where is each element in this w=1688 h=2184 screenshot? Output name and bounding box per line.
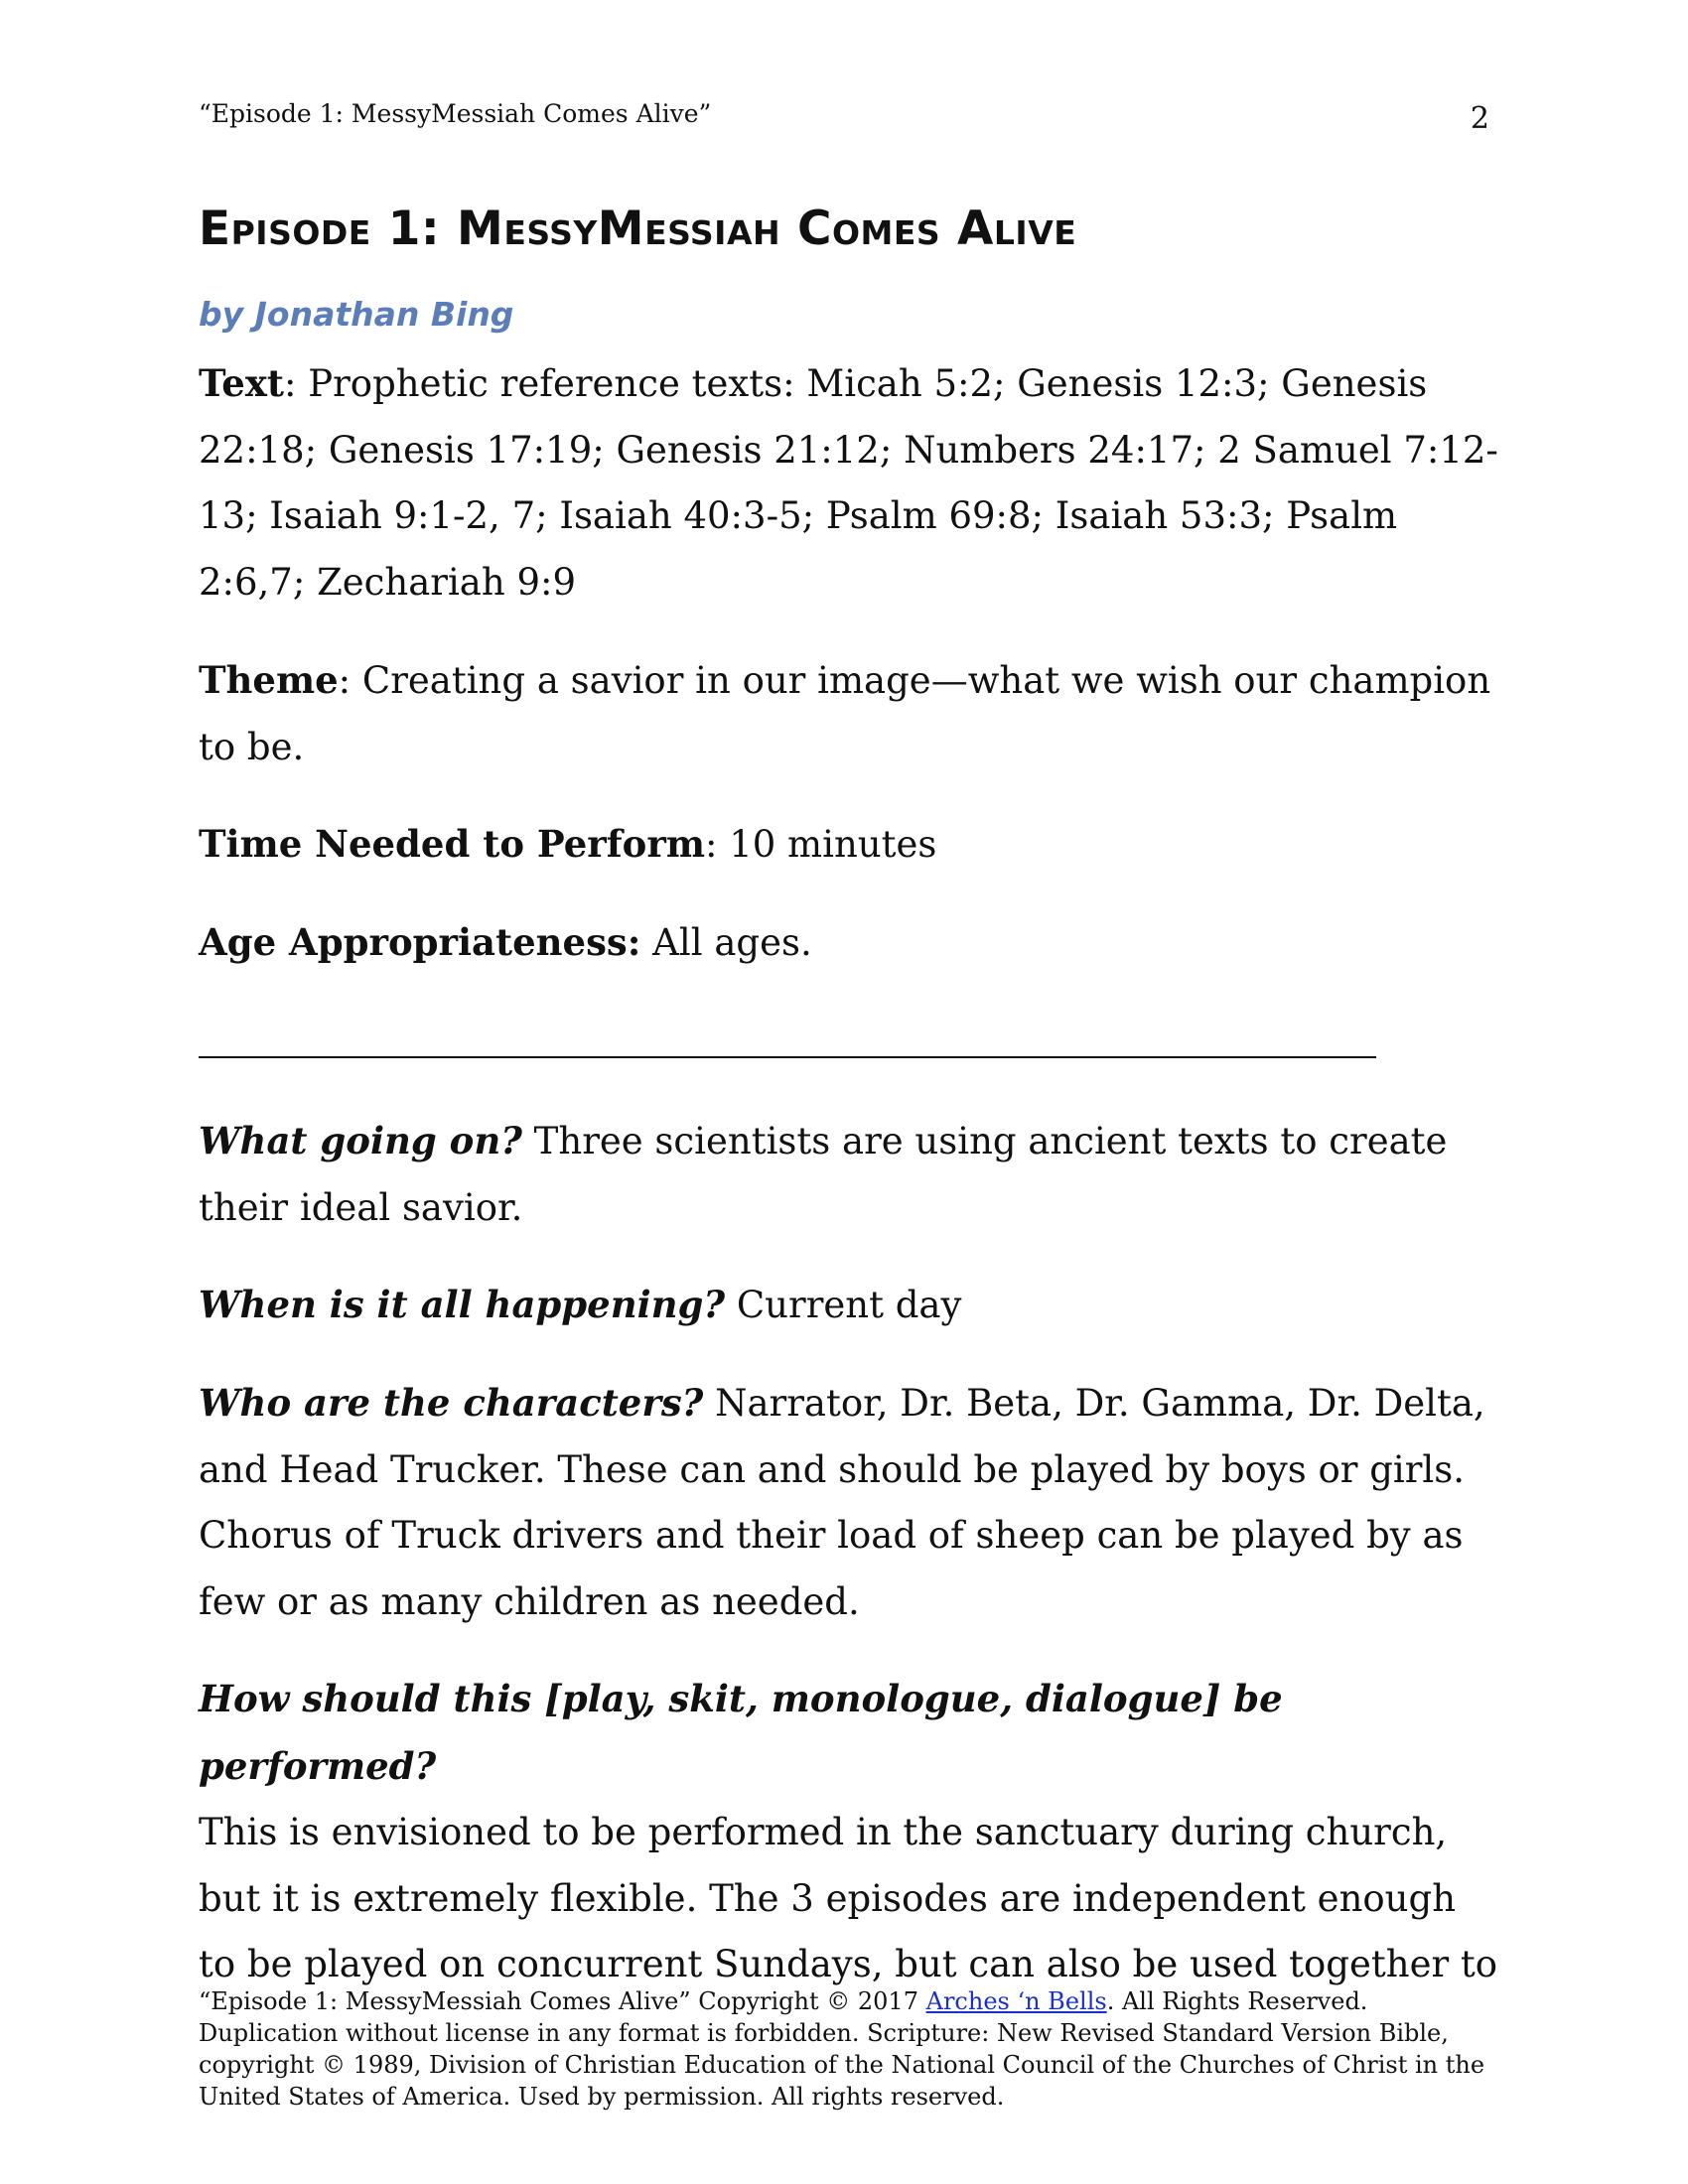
how-paragraph xyxy=(199,1666,1499,1998)
theme-label: Theme xyxy=(199,658,339,702)
what-paragraph xyxy=(199,1108,1499,1241)
running-header xyxy=(199,99,1489,139)
footer-prefix: “Episode 1: MessyMessiah Comes Alive” Copyright © 2017 xyxy=(199,1987,926,2015)
who-answer: Narrator, Dr. Beta, Dr. Gamma, Dr. Delta, and Head Trucker. These can and should be played by boys or girls. Chorus of Truck drivers and their load of sheep can be played by as few or as many children as needed. xyxy=(199,1382,1485,1623)
theme-content: : Creating a savior in our image—what we wish our champion to be. xyxy=(199,659,1491,768)
age-content: All ages. xyxy=(640,921,812,964)
publisher-link[interactable]: Arches ‘n Bells xyxy=(925,1987,1107,2015)
footer-suffix: . All Rights Reserved. Duplication without license in any format is forbidden. Scripture: New Revised Standard Version Bible, copyright © 1989, Division of Christian Education of the National Council of the Churches of Christ in the United States of America. Used by permission. All rights reserved. xyxy=(199,1987,1485,2111)
when-paragraph xyxy=(199,1272,1499,1339)
when-question: When is it all happening? xyxy=(199,1283,726,1326)
how-question: How should this [play, skit, monologue, dialogue] be performed? xyxy=(199,1677,1283,1788)
running-header-title: “Episode 1: MessyMessiah Comes Alive” xyxy=(199,99,712,128)
time-paragraph xyxy=(199,811,1499,879)
age-label: Age Appropriateness: xyxy=(199,920,641,964)
what-question: What going on? xyxy=(199,1119,522,1162)
theme-paragraph xyxy=(199,647,1499,780)
time-content: : 10 minutes xyxy=(704,823,937,866)
episode-title: Episode 1: MessyMessiah Comes Alive xyxy=(199,202,1077,256)
age-paragraph xyxy=(199,909,1499,977)
text-label: Text xyxy=(199,361,284,405)
author-byline: by Jonathan Bing xyxy=(199,295,514,334)
when-answer: Current day xyxy=(725,1284,962,1326)
text-content: : Prophetic reference texts: Micah 5:2; Genesis 12:3; Genesis 22:18; Genesis 17:19; Genesis 21:12; Numbers 24:17; 2 Samuel 7:12-13; Isaiah 9:1-2, 7; Isaiah 40:3-5; Psalm 69:8; Isaiah 53:3; Psalm 2:6,7; Zechariah 9:9 xyxy=(199,362,1498,604)
copyright-footer xyxy=(199,1985,1499,2113)
who-paragraph xyxy=(199,1370,1499,1635)
page-number: 2 xyxy=(1470,101,1489,136)
how-answer: This is envisioned to be performed in the sanctuary during church, but it is extremely flexible. The 3 episodes are independent enough to be played on concurrent Sundays, but can also be used together to xyxy=(199,1811,1498,1985)
time-label: Time Needed to Perform xyxy=(199,822,705,866)
what-answer: Three scientists are using ancient texts to create their ideal savior. xyxy=(199,1120,1448,1229)
text-paragraph xyxy=(199,350,1499,615)
who-question: Who are the characters? xyxy=(199,1381,704,1425)
section-divider xyxy=(199,1056,1376,1058)
